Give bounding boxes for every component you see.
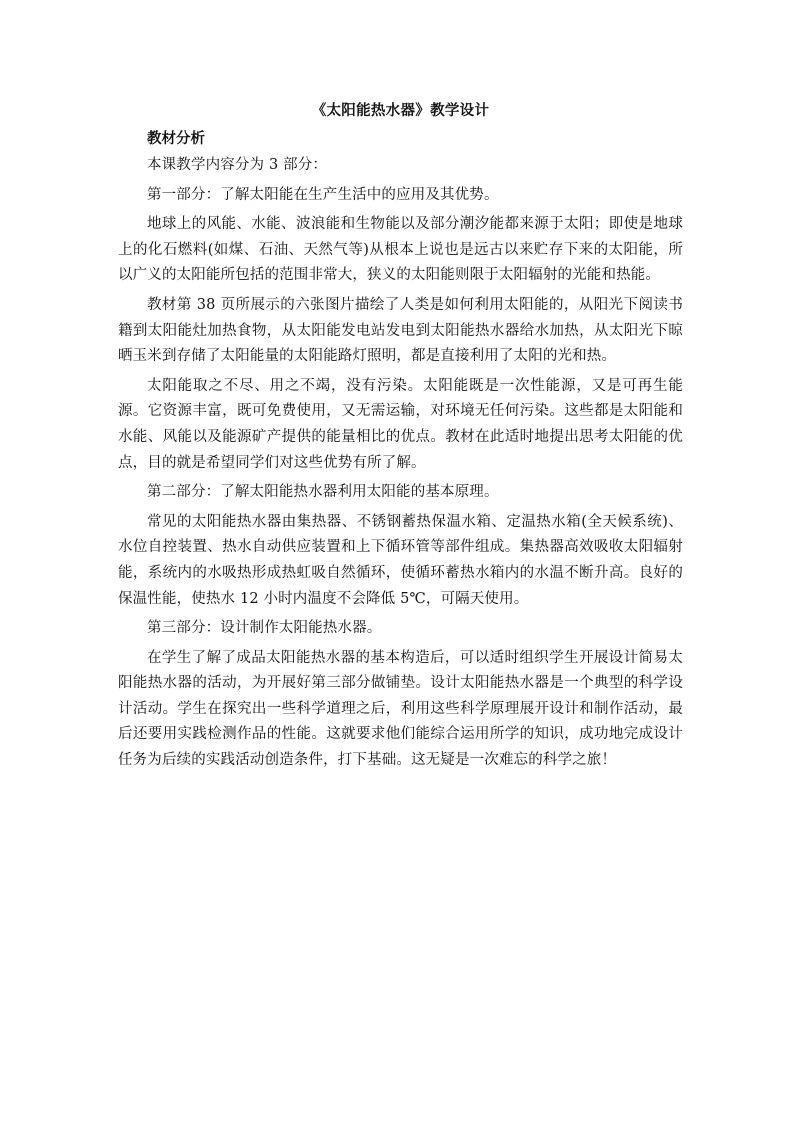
paragraph-intro: 本课教学内容分为 3 部分： <box>147 157 328 173</box>
paragraph-heater-principle: 常见的太阳能热水器由集热器、不锈钢蓄热保温水箱、定温热水箱(全天候系统)、水位自控装置、热水自动供应装置和上下循环管等部件组成。集热器高效吸收太阳辐射能，系统内的水吸热形成热虹吸自然循环，使循环蓄热水箱内的水温不断升高。良好的保温性能，使热水 12 小时内温度不会降低 5℃，可隔天使用。 <box>118 513 683 607</box>
paragraph-solar-advantages: 太阳能取之不尽、用之不竭，没有污染。太阳能既是一次性能源，又是可再生能源。它资源丰富，既可免费使用，又无需运输，对环境无任何污染。这些都是太阳能和水能、风能以及能源矿产提供的能量相比的优点。教材在此适时地提出思考太阳能的优点，目的就是希望同学们对这些优势有所了解。 <box>118 377 683 471</box>
paragraph-part-three-title: 第三部分：设计制作太阳能热水器。 <box>147 620 382 637</box>
paragraph-part-one-title: 第一部分：了解太阳能在生产生活中的应用及其优势。 <box>147 186 499 203</box>
document-title: 《太阳能热水器》教学设计 <box>311 102 490 119</box>
section-heading: 教材分析 <box>147 130 205 147</box>
paragraph-design-activity: 在学生了解了成品太阳能热水器的基本构造后，可以适时组织学生开展设计简易太阳能热水器的活动，为开展好第三部分做铺垫。设计太阳能热水器是一个典型的科学设计活动。学生在探究出一些科学道理之后，利用这些科学原理展开设计和制作活动，最后还要用实践检测作品的性能。这就要求他们能综合运用所学的知识，成功地完成设计任务为后续的实践活动创造条件，打下基础。这无疑是一次难忘的科学之旅！ <box>118 649 683 769</box>
paragraph-solar-origin: 地球上的风能、水能、波浪能和生物能以及部分潮汐能都来源于太阳；即使是地球上的化石燃料(如煤、石油、天然气等)从根本上说也是远古以来贮存下来的太阳能，所以广义的太阳能所包括的范围非常大，狭义的太阳能则限于太阳辐射的光能和热能。 <box>118 216 683 284</box>
paragraph-part-two-title: 第二部分：了解太阳能热水器利用太阳能的基本原理。 <box>147 484 499 501</box>
document-page <box>118 98 683 778</box>
paragraph-textbook-pictures: 教材第 38 页所展示的六张图片描绘了人类是如何利用太阳能的，从阳光下阅读书籍到太阳能灶加热食物，从太阳能发电站发电到太阳能热水器给水加热，从太阳光下晾晒玉米到存储了太阳能量的太阳能路灯照明，都是直接利用了太阳的光和热。 <box>118 296 683 365</box>
